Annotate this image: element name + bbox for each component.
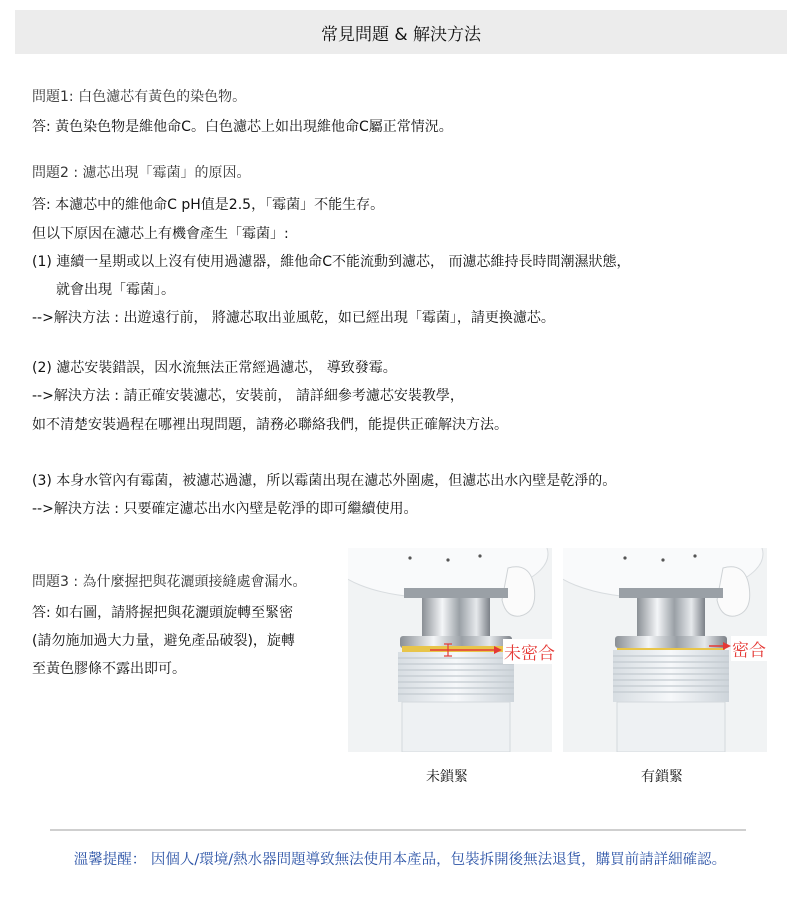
answer-3-line-2: (請勿施加過大力量，避免產品破裂)，旋轉	[32, 633, 295, 649]
not-sealed-label: 未密合	[503, 639, 556, 664]
cause-2-line-1: (2) 濾芯安裝錯誤，因水流無法正常經過濾芯， 導致發霉。	[32, 360, 397, 376]
cause-1-line-1: (1) 連續一星期或以上沒有使用過濾器，維他命C不能流動到濾芯， 而濾芯維持長時間潮濕狀態，	[32, 254, 631, 270]
caption-not-tightened: 未鎖緊	[426, 769, 468, 785]
warm-reminder: 溫馨提醒： 因個人/環境/熱水器問題導致無法使用本產品，包裝拆開後無法退貨，購買前請詳細確認。	[73, 852, 727, 868]
question-2: 問題2 : 濾芯出現「霉菌」的原因。	[32, 165, 251, 181]
cause-2-solution: -->解決方法 : 請正確安裝濾芯，安裝前， 請詳細參考濾芯安裝教學，	[32, 388, 464, 404]
answer-3-line-1: 答: 如右圖，請將握把與花灑頭旋轉至緊密	[32, 605, 294, 621]
divider	[50, 829, 746, 831]
page-header	[15, 10, 787, 54]
cause-2-line-3: 如不清楚安裝過程在哪裡出現問題，請務必聯絡我們，能提供正確解決方法。	[32, 417, 508, 433]
answer-1: 答: 黃色染色物是維他命C。白色濾芯上如出現維他命C屬正常情況。	[32, 119, 453, 135]
cause-3-line-1: (3) 本身水管內有霉菌，被濾芯過濾，所以霉菌出現在濾芯外圍處，但濾芯出水內壁是乾淨的。	[32, 473, 617, 489]
page-title: 常見問題 & 解決方法	[320, 24, 482, 45]
answer-2-line-1: 答: 本濾芯中的維他命C pH值是2.5，「霉菌」不能生存。	[32, 197, 385, 213]
answer-2-line-2: 但以下原因在濾芯上有機會產生「霉菌」:	[32, 226, 289, 242]
cause-3-solution: -->解決方法 : 只要確定濾芯出水內壁是乾淨的即可繼續使用。	[32, 501, 418, 517]
caption-tightened: 有鎖緊	[641, 769, 683, 785]
sealed-label: 密合	[731, 636, 767, 661]
cause-1-line-2: 就會出現「霉菌」。	[56, 282, 175, 298]
answer-3-line-3: 至黃色膠條不露出即可。	[32, 661, 186, 677]
yellow-gasket	[402, 646, 510, 652]
question-3: 問題3 : 為什麼握把與花灑頭接縫處會漏水。	[32, 574, 307, 590]
question-1: 問題1: 白色濾芯有黃色的染色物。	[32, 89, 247, 105]
cause-1-solution: -->解決方法 : 出遊遠行前， 將濾芯取出並風乾，如已經出現「霉菌」，請更換濾芯。	[32, 310, 555, 326]
